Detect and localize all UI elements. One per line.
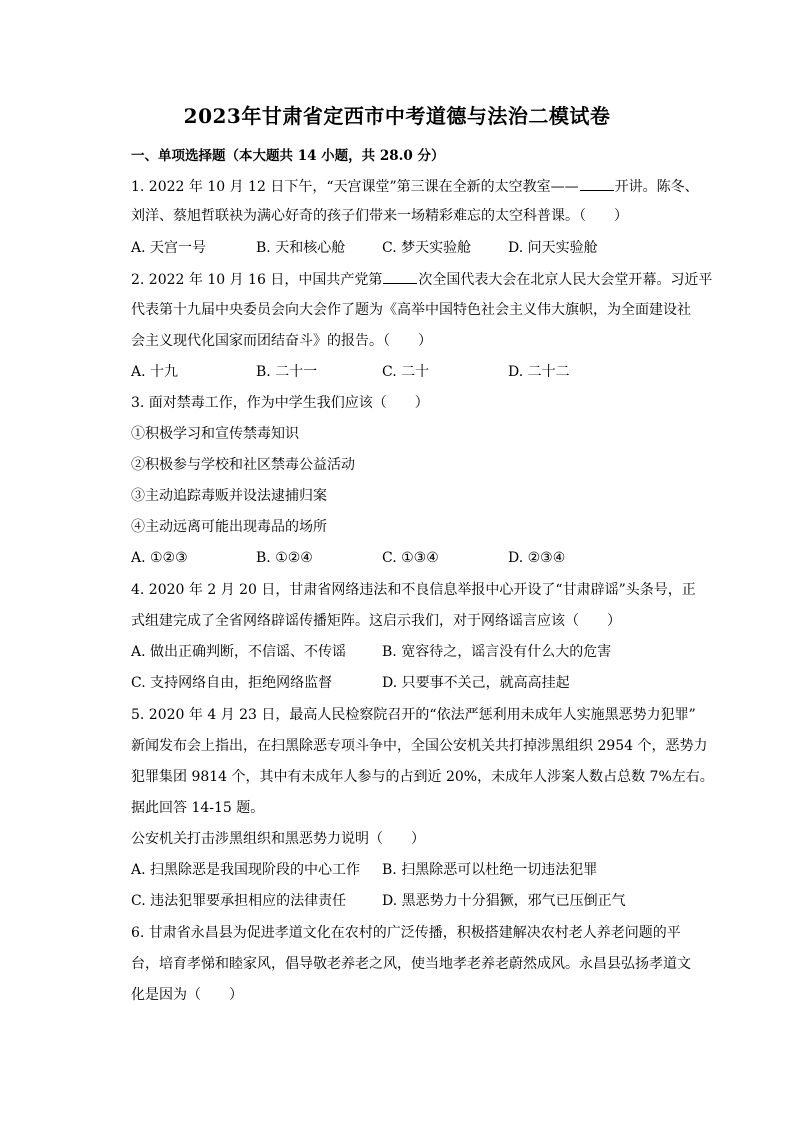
question-4-line-2: 式组建完成了全省网络辟谣传播矩阵。这启示我们，对于网络谣言应该（ ） [131, 613, 621, 629]
question-2-line-2: 代表第十九届中央委员会向大会作了题为《高举中国特色社会主义伟大旗帜，为全面建设社 [131, 302, 691, 318]
section-header: 一、单项选择题（本大题共 14 小题，共 28.0 分） [131, 148, 445, 164]
question-3-option-b: B. ①②④ [256, 550, 313, 566]
question-3-option-d: D. ②③④ [508, 550, 566, 566]
question-1-line-2: 刘洋、蔡旭哲联袂为满心好奇的孩子们带来一场精彩难忘的太空科普课。（ ） [131, 208, 628, 224]
question-3-option-a: A. ①②③ [131, 550, 188, 566]
question-3-statement-2: ②积极参与学校和社区禁毒公益活动 [131, 457, 355, 473]
question-3-statement-3: ③主动追踪毒贩并设法逮捕归案 [131, 488, 327, 504]
question-5-line-1: 5. 2020 年 4 月 23 日，最高人民检察院召开的“依法严惩利用未成年人实施黑恶势力犯罪” [131, 707, 696, 723]
question-5-stem: 公安机关打击涉黑组织和黑恶势力说明（ ） [131, 831, 425, 847]
question-5-option-a: A. 扫黑除恶是我国现阶段的中心工作 [131, 862, 361, 878]
question-5-option-b: B. 扫黑除恶可以杜绝一切违法犯罪 [382, 862, 598, 878]
question-6-line-2: 台，培育孝悌和睦家风，倡导敬老养老之风，使当地孝老养老蔚然成风。永昌县弘扬孝道文 [131, 956, 691, 972]
question-2-option-c: C. 二十 [382, 364, 430, 380]
question-5-line-2: 新闻发布会上指出，在扫黑除恶专项斗争中，全国公安机关共打掉涉黑组织 2954 个，恶势力 [131, 738, 708, 754]
answer-blank [580, 176, 614, 191]
question-4-option-d: D. 只要事不关己，就高高挂起 [382, 675, 570, 691]
question-6-line-3: 化是因为（ ） [131, 987, 243, 1003]
question-1-option-d: D. 问天实验舱 [508, 240, 598, 256]
question-2-line-3: 会主义现代化国家而团结奋斗》的报告。（ ） [131, 333, 432, 349]
question-4-option-b: B. 宽容待之，谣言没有什么大的危害 [382, 644, 612, 660]
question-6-line-1: 6. 甘肃省永昌县为促进孝道文化在农村的广泛传播，积极搭建解决农村老人养老问题的平 [131, 925, 681, 941]
question-4-line-1: 4. 2020 年 2 月 20 日，甘肃省网络违法和不良信息举报中心开设了“甘肃辟谣”头条号，正 [131, 582, 696, 598]
question-5-option-d: D. 黑恶势力十分猖獗，邪气已压倒正气 [382, 893, 626, 909]
question-2-option-a: A. 十九 [131, 364, 179, 380]
page-title: 2023年甘肃省定西市中考道德与法治二模试卷 [183, 104, 611, 128]
question-1-option-b: B. 天和核心舱 [256, 240, 346, 256]
question-2-option-d: D. 二十二 [508, 364, 570, 380]
question-2-option-b: B. 二十一 [256, 364, 318, 380]
question-1-option-a: A. 天宫一号 [131, 240, 207, 256]
question-1-line-1: 1. 2022 年 10 月 12 日下午，“天宫课堂”第三课在全新的太空教室—— 开讲。陈冬、 [131, 176, 699, 197]
question-3-statement-4: ④主动远离可能出现毒品的场所 [131, 519, 327, 535]
question-3-line-1: 3. 面对禁毒工作，作为中学生我们应该（ ） [131, 395, 429, 411]
question-5-line-4: 据此回答 14-15 题。 [131, 800, 265, 816]
question-4-option-a: A. 做出正确判断，不信谣、不传谣 [131, 644, 347, 660]
question-4-option-c: C. 支持网络自由，拒绝网络监督 [131, 675, 333, 691]
question-5-line-3: 犯罪集团 9814 个，其中有未成年人参与的占到近 20%，未成年人涉案人数占总数 7%左右。 [131, 769, 714, 785]
question-3-option-c: C. ①③④ [382, 550, 439, 566]
question-1-option-c: C. 梦天实验舱 [382, 240, 472, 256]
answer-blank [383, 269, 417, 284]
question-2-line-1: 2. 2022 年 10 月 16 日，中国共产党第 次全国代表大会在北京人民大会堂开幕。习近平 [131, 269, 712, 290]
question-5-option-c: C. 违法犯罪要承担相应的法律责任 [131, 893, 347, 909]
question-3-statement-1: ①积极学习和宣传禁毒知识 [131, 426, 299, 442]
